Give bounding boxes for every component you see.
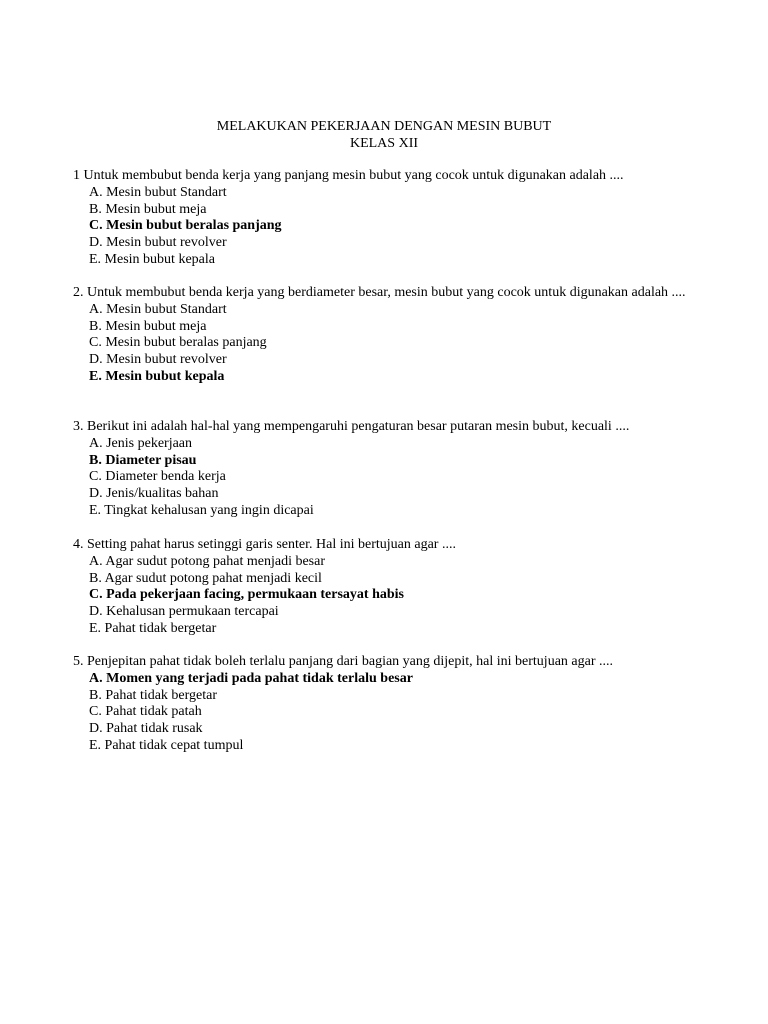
- answer-option: C. Mesin bubut beralas panjang: [89, 335, 267, 351]
- answer-option: B. Agar sudut potong pahat menjadi kecil: [89, 570, 322, 586]
- answer-option: D. Jenis/kualitas bahan: [89, 486, 219, 502]
- answer-option: D. Mesin bubut revolver: [89, 352, 227, 368]
- answer-option: A. Agar sudut potong pahat menjadi besar: [89, 553, 326, 569]
- correct-answer-option: E. Mesin bubut kepala: [89, 368, 225, 384]
- answer-option: B. Pahat tidak bergetar: [89, 687, 218, 703]
- question-5: [73, 654, 713, 755]
- answer-option: E. Pahat tidak cepat tumpul: [89, 737, 244, 753]
- question-1: [73, 168, 713, 269]
- answer-option: E. Tingkat kehalusan yang ingin dicapai: [89, 502, 314, 518]
- question-stem: 1 Untuk membubut benda kerja yang panjang mesin bubut yang cocok untuk digunakan adalah ....: [73, 168, 624, 183]
- question-stem: 2. Untuk membubut benda kerja yang berdiameter besar, mesin bubut yang cocok untuk digunakan adalah ....: [73, 285, 686, 300]
- correct-answer-option: B. Diameter pisau: [89, 452, 197, 468]
- document-title: MELAKUKAN PEKERJAAN DENGAN MESIN BUBUT: [216, 119, 552, 134]
- document-subtitle: KELAS XII: [349, 136, 419, 151]
- question-2: [73, 285, 713, 386]
- answer-option: A. Jenis pekerjaan: [89, 435, 193, 451]
- correct-answer-option: A. Momen yang terjadi pada pahat tidak terlalu besar: [89, 670, 413, 686]
- answer-option: C. Pahat tidak patah: [89, 704, 202, 720]
- question-stem: 3. Berikut ini adalah hal-hal yang mempengaruhi pengaturan besar putaran mesin bubut, kecuali ....: [73, 419, 630, 434]
- answer-option: E. Pahat tidak bergetar: [89, 620, 217, 636]
- answer-option: E. Mesin bubut kepala: [89, 251, 215, 267]
- answer-option: B. Mesin bubut meja: [89, 201, 207, 217]
- question-stem: 4. Setting pahat harus setinggi garis senter. Hal ini bertujuan agar ....: [73, 537, 456, 552]
- question-3: [73, 419, 713, 520]
- answer-option: B. Mesin bubut meja: [89, 318, 207, 334]
- answer-option: D. Kehalusan permukaan tercapai: [89, 604, 279, 620]
- answer-option: A. Mesin bubut Standart: [89, 184, 227, 200]
- answer-option: D. Pahat tidak rusak: [89, 721, 203, 737]
- answer-option: D. Mesin bubut revolver: [89, 235, 227, 251]
- correct-answer-option: C. Mesin bubut beralas panjang: [89, 218, 282, 234]
- question-4: [73, 537, 713, 638]
- question-stem: 5. Penjepitan pahat tidak boleh terlalu panjang dari bagian yang dijepit, hal ini bertujuan agar ....: [73, 654, 613, 669]
- answer-option: C. Diameter benda kerja: [89, 469, 226, 485]
- answer-option: A. Mesin bubut Standart: [89, 301, 227, 317]
- correct-answer-option: C. Pada pekerjaan facing, permukaan tersayat habis: [89, 587, 405, 603]
